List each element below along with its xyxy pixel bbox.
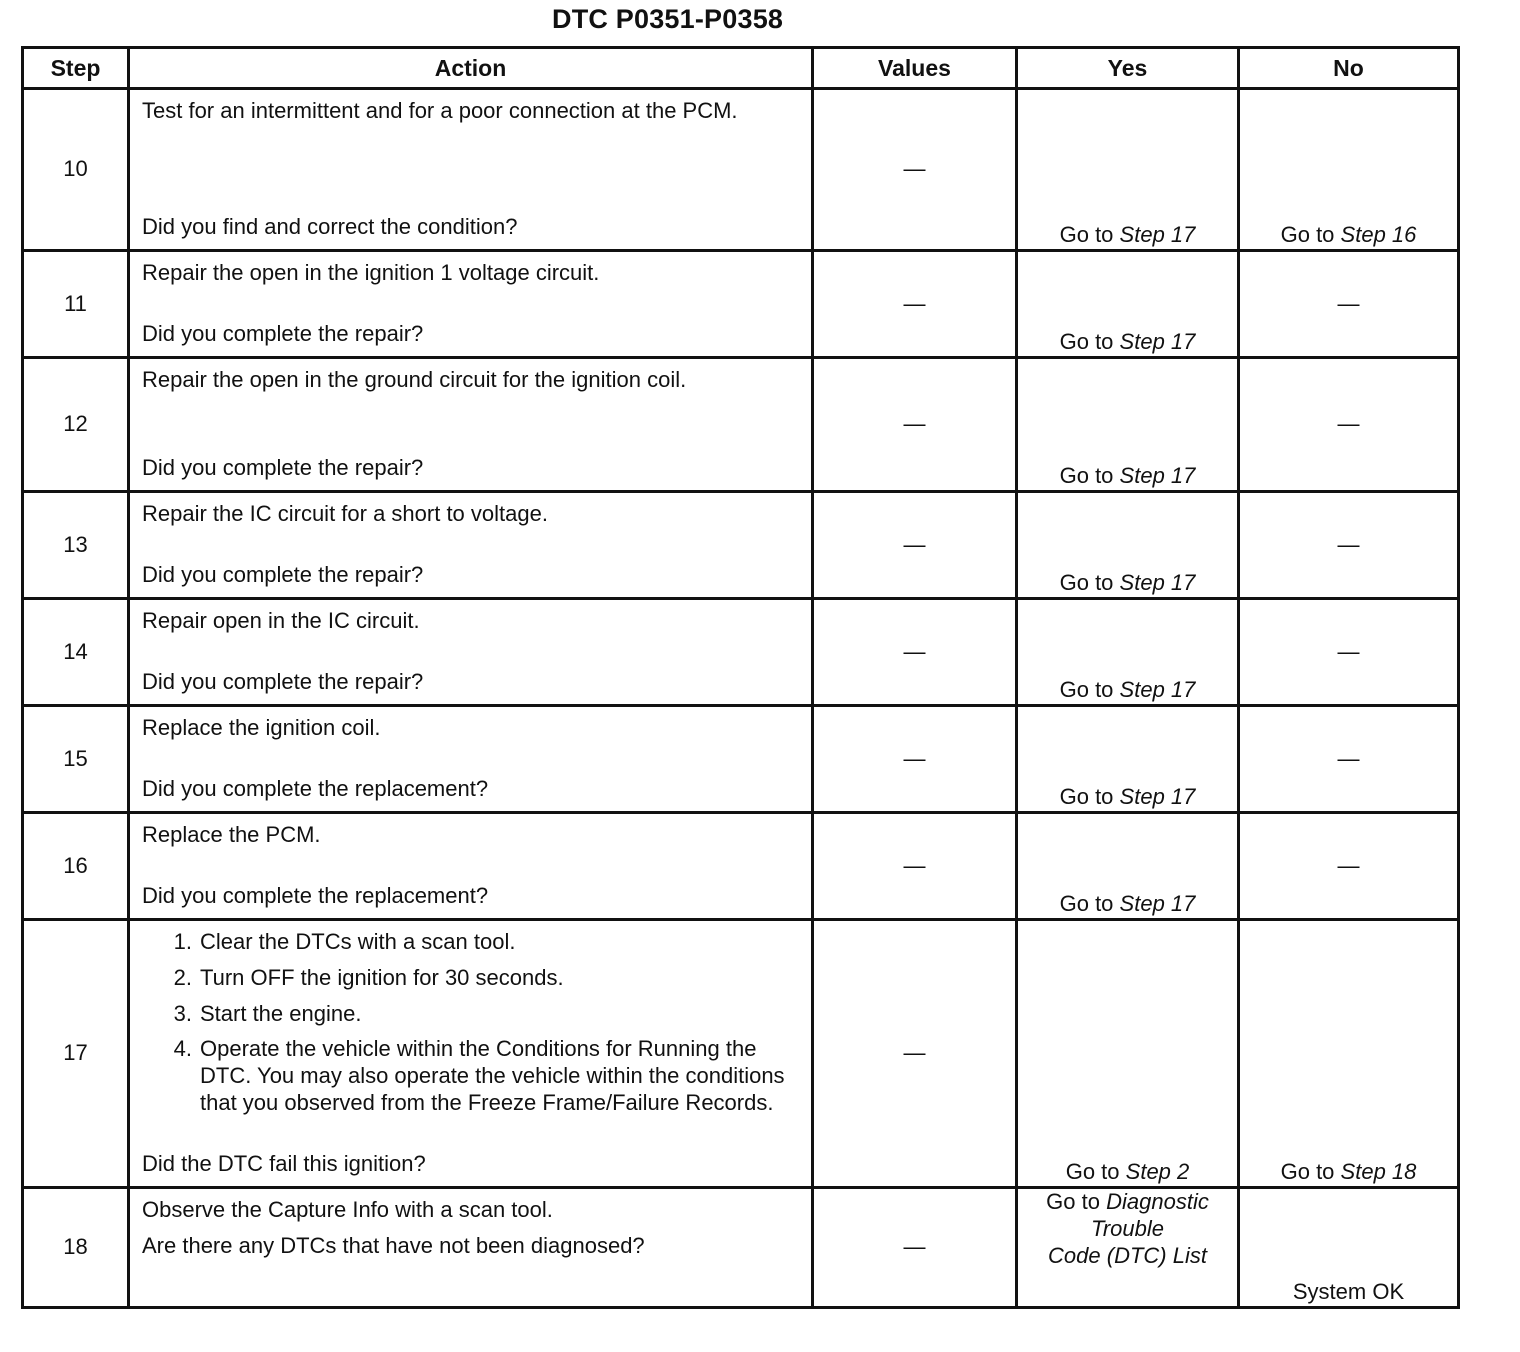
yes-step-link[interactable]: Step 17 [1119, 891, 1196, 917]
list-item: 1. Clear the DTCs with a scan tool. [173, 929, 516, 954]
go-to-label: Go to [1059, 784, 1114, 810]
action-text: Repair the open in the ground circuit for the ignition coil. [142, 367, 687, 392]
no-cell [1239, 920, 1459, 1188]
header-yes: Yes [1017, 48, 1239, 89]
step-number: 18 [23, 1188, 129, 1308]
header-step: Step [23, 48, 129, 89]
dash: — [1337, 638, 1360, 664]
yes-dtc-list-link-line3[interactable]: Code (DTC) List [1048, 1242, 1207, 1268]
step-number: 10 [23, 89, 129, 251]
dash: — [1337, 745, 1360, 771]
no-cell [1239, 89, 1459, 251]
dash: — [1337, 531, 1360, 557]
action-text: Repair open in the IC circuit. [142, 608, 420, 633]
list-item: 4. Operate the vehicle within the Conditions for Running the DTC. You may also operate the vehicle within the conditions that you observed from the Freeze Frame/Failure Records. [173, 1036, 785, 1116]
dash: — [1337, 411, 1360, 437]
go-to-label: Go to [1046, 1189, 1100, 1214]
action-cell [129, 358, 813, 492]
go-to-label: Go to [1059, 570, 1114, 596]
dash: — [903, 638, 926, 664]
go-to-label: Go to [1059, 891, 1114, 917]
action-cell [129, 920, 813, 1188]
action-cell [129, 251, 813, 358]
system-ok-text: System OK [1292, 1279, 1405, 1305]
step-number: 14 [23, 599, 129, 706]
go-to-label: Go to [1280, 1159, 1335, 1185]
procedure-list [142, 929, 799, 1117]
action-text: Test for an intermittent and for a poor connection at the PCM. [142, 98, 738, 123]
dash: — [903, 1040, 926, 1066]
action-text: Replace the ignition coil. [142, 715, 381, 740]
step-number: 16 [23, 813, 129, 920]
yes-step-link[interactable]: Step 17 [1119, 329, 1196, 355]
dash: — [903, 852, 926, 878]
table-row [23, 1188, 1459, 1308]
action-question: Did you complete the repair? [142, 562, 424, 588]
list-item: 2. Turn OFF the ignition for 30 seconds. [173, 964, 564, 990]
action-cell [129, 89, 813, 251]
table-row [23, 492, 1459, 599]
yes-step-link[interactable]: Step 17 [1119, 570, 1196, 596]
diagnostic-table [21, 46, 1460, 1309]
action-question: Did the DTC fail this ignition? [142, 1151, 426, 1177]
yes-step-link[interactable]: Step 17 [1119, 222, 1196, 248]
dash: — [903, 156, 926, 182]
action-question: Did you complete the replacement? [142, 776, 489, 802]
go-to-label: Go to [1280, 222, 1335, 248]
values-cell [813, 358, 1017, 492]
action-question: Did you complete the replacement? [142, 883, 489, 909]
values-cell [813, 492, 1017, 599]
action-cell [129, 599, 813, 706]
action-question: Did you find and correct the condition? [142, 214, 518, 240]
yes-step-link[interactable]: Step 2 [1125, 1159, 1190, 1185]
dash: — [903, 745, 926, 771]
values-cell [813, 599, 1017, 706]
yes-cell [1017, 89, 1239, 251]
action-cell [129, 813, 813, 920]
action-question: Did you complete the repair? [142, 669, 424, 695]
values-cell [813, 920, 1017, 1188]
go-to-label: Go to [1059, 677, 1114, 703]
yes-cell [1017, 358, 1239, 492]
no-step-link[interactable]: Step 16 [1340, 222, 1417, 248]
dash: — [903, 531, 926, 557]
yes-dtc-list-link-line2[interactable]: Trouble [1091, 1215, 1164, 1241]
dash: — [1337, 852, 1360, 878]
go-to-label: Go to [1059, 329, 1114, 355]
values-cell [813, 706, 1017, 813]
dash: — [903, 1234, 926, 1260]
values-cell [813, 251, 1017, 358]
no-cell [1239, 599, 1459, 706]
table-row [23, 358, 1459, 492]
no-step-link[interactable]: Step 18 [1340, 1159, 1417, 1185]
header-no: No [1239, 48, 1459, 89]
action-question: Did you complete the repair? [142, 321, 424, 347]
dash: — [1337, 290, 1360, 316]
no-cell [1239, 1188, 1459, 1308]
values-cell [813, 813, 1017, 920]
go-to-label: Go to [1065, 1159, 1120, 1185]
action-text: Repair the IC circuit for a short to voltage. [142, 501, 548, 526]
dash: — [903, 411, 926, 437]
no-cell [1239, 813, 1459, 920]
no-cell [1239, 492, 1459, 599]
table-row [23, 813, 1459, 920]
no-cell [1239, 358, 1459, 492]
action-text: Observe the Capture Info with a scan tool. [142, 1197, 553, 1222]
yes-step-link[interactable]: Step 17 [1119, 677, 1196, 703]
go-to-label: Go to [1059, 463, 1114, 489]
step-number: 17 [23, 920, 129, 1188]
yes-cell [1017, 599, 1239, 706]
no-cell [1239, 706, 1459, 813]
table-row [23, 706, 1459, 813]
step-number: 13 [23, 492, 129, 599]
yes-dtc-list-link[interactable]: Diagnostic [1106, 1189, 1209, 1214]
values-cell [813, 89, 1017, 251]
yes-step-link[interactable]: Step 17 [1119, 463, 1196, 489]
header-values: Values [813, 48, 1017, 89]
yes-cell [1017, 706, 1239, 813]
action-cell [129, 706, 813, 813]
header-row [23, 48, 1459, 89]
step-number: 11 [23, 251, 129, 358]
action-text: Repair the open in the ignition 1 voltage circuit. [142, 260, 600, 285]
action-question: Did you complete the repair? [142, 455, 424, 481]
dash: — [903, 290, 926, 316]
values-cell [813, 1188, 1017, 1308]
no-cell [1239, 251, 1459, 358]
table-row [23, 920, 1459, 1188]
page-title: DTC P0351-P0358 [552, 4, 784, 34]
list-item: 3. Start the engine. [173, 1000, 362, 1026]
step-number: 12 [23, 358, 129, 492]
table-row [23, 89, 1459, 251]
action-question: Are there any DTCs that have not been diagnosed? [142, 1232, 645, 1258]
action-text: Replace the PCM. [142, 822, 321, 847]
yes-cell [1017, 1188, 1239, 1308]
step-number: 15 [23, 706, 129, 813]
go-to-label: Go to [1059, 222, 1114, 248]
yes-cell [1017, 920, 1239, 1188]
header-action: Action [129, 48, 813, 89]
table-row [23, 251, 1459, 358]
action-cell [129, 492, 813, 599]
yes-cell [1017, 492, 1239, 599]
action-cell [129, 1188, 813, 1308]
table-row [23, 599, 1459, 706]
yes-step-link[interactable]: Step 17 [1119, 784, 1196, 810]
yes-cell [1017, 251, 1239, 358]
yes-cell [1017, 813, 1239, 920]
